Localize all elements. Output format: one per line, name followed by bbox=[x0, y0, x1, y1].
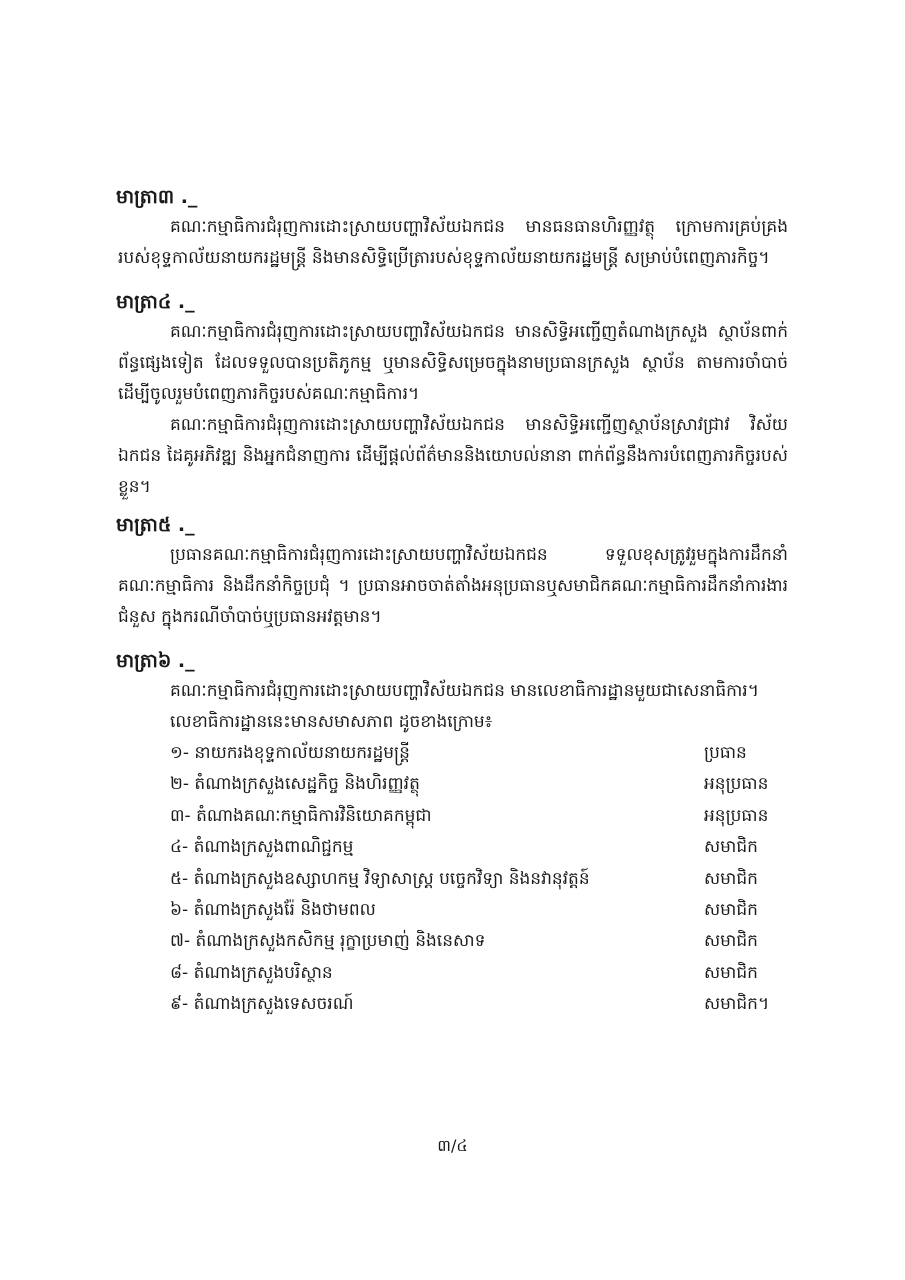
article-5-heading: មាត្រា៥ ._ bbox=[116, 514, 195, 536]
list-item bbox=[170, 769, 790, 800]
member-label: ៨- តំណាងក្រសួងបរិស្ថាន bbox=[170, 962, 333, 983]
member-role: សមាជិក bbox=[704, 868, 758, 889]
article-3-paragraph-1: គណៈកម្មាធិការជំរុញការដោះស្រាយបញ្ហាវិស័យឯកជន មានធនធានហិរញ្ញវត្ថុ ក្រោមការគ្រប់គ្រងរបស់ខុទ្ទកាល័យនាយករដ្ឋមន្ត្រី និងមានសិទ្ធិប្រើត្រារបស់ខុទ្ទកាល័យនាយករដ្ឋមន្ត្រី សម្រាប់បំពេញភារកិច្ច។ bbox=[118, 217, 788, 268]
article-6 bbox=[118, 646, 788, 738]
member-list bbox=[170, 738, 790, 1021]
article-3 bbox=[118, 182, 788, 274]
list-item bbox=[170, 926, 790, 957]
member-role: សមាជិក bbox=[704, 837, 758, 858]
page-number: ៣/៤ bbox=[437, 1136, 468, 1155]
member-role: សមាជិក bbox=[704, 899, 758, 920]
member-role: អនុប្រធាន bbox=[704, 805, 769, 826]
member-label: ៥- តំណាងក្រសួងឧស្សាហកម្ម វិទ្យាសាស្ត្រ បច្ចេកវិទ្យា និងនវានុវត្តន៍ bbox=[170, 868, 590, 889]
article-3-heading: មាត្រា៣ ._ bbox=[116, 186, 198, 208]
member-label: ៦- តំណាងក្រសួងរ៉ែ និងថាមពល bbox=[170, 899, 376, 920]
list-item bbox=[170, 738, 790, 769]
article-4-heading: មាត្រា៤ ._ bbox=[116, 291, 195, 313]
article-6-heading: មាត្រា៦ ._ bbox=[116, 650, 195, 672]
article-6-paragraph-1: គណៈកម្មាធិការជំរុញការដោះស្រាយបញ្ហាវិស័យឯកជន មានលេខាធិការដ្ឋានមួយជាសេនាធិការ។ bbox=[170, 681, 759, 701]
list-item bbox=[170, 958, 790, 989]
member-label: ៩- តំណាងក្រសួងទេសចរណ៍ bbox=[170, 994, 354, 1015]
member-role: អនុប្រធាន bbox=[704, 774, 769, 795]
member-label: ៧- តំណាងក្រសួងកសិកម្ម រុក្ខាប្រមាញ់ និងនេសាទ bbox=[170, 931, 486, 952]
member-role: សមាជិក។ bbox=[704, 994, 770, 1015]
member-label: ៣- តំណាងគណៈកម្មាធិការវិនិយោគកម្ពុជា bbox=[170, 805, 432, 826]
article-4-paragraph-1: គណៈកម្មាធិការជំរុញការដោះស្រាយបញ្ហាវិស័យឯកជន មានសិទ្ធិអញ្ជើញតំណាងក្រសួង ស្ថាប័នពាក់ព័ន្ធផ្សេងទៀត ដែលទទួលបានប្រតិភូកម្ម ឬមានសិទ្ធិសម្រេចក្នុងនាមប្រធានក្រសួង ស្ថាប័ន តាមការចាំបាច់ ដើម្បីចូលរួមបំពេញភារកិច្ចរបស់គណៈកម្មាធិការ។ bbox=[118, 322, 788, 404]
list-item bbox=[170, 895, 790, 926]
article-5 bbox=[118, 510, 788, 633]
list-item bbox=[170, 801, 790, 832]
list-item bbox=[170, 864, 790, 895]
article-4-paragraph-2: គណៈកម្មាធិការជំរុញការដោះស្រាយបញ្ហាវិស័យឯកជន មានសិទ្ធិអញ្ជើញស្ថាប័នស្រាវជ្រាវ វិស័យឯកជន ដៃគូអភិវឌ្ឍ និងអ្នកជំនាញការ ដើម្បីផ្តល់ព័ត៌មាននិងយោបល់នានា ពាក់ព័ន្ធនឹងការបំពេញភារកិច្ចរបស់ខ្លួន។ bbox=[118, 415, 788, 497]
article-6-paragraph-2: លេខាធិការដ្ឋាននេះមានសមាសភាព ដូចខាងក្រោម៖ bbox=[170, 712, 493, 732]
list-item bbox=[170, 989, 790, 1020]
member-label: ៤- តំណាងក្រសួងពាណិជ្ជកម្ម bbox=[170, 837, 354, 858]
member-label: ២- តំណាងក្រសួងសេដ្ឋកិច្ច និងហិរញ្ញវត្ថុ bbox=[170, 774, 420, 795]
member-label: ១- នាយករងខុទ្ទកាល័យនាយករដ្ឋមន្ត្រី bbox=[170, 743, 410, 763]
member-role: សមាជិក bbox=[704, 962, 758, 983]
article-5-paragraph-1: ប្រធានគណៈកម្មាធិការជំរុញការដោះស្រាយបញ្ហាវិស័យឯកជន ទទួលខុសត្រូវរួមក្នុងការដឹកនាំគណៈកម្មាធិការ និងដឹកនាំកិច្ចប្រជុំ ។ ប្រធានអាចចាត់តាំងអនុប្រធានឬសមាជិកគណៈកម្មាធិការដឹកនាំការងារជំនួស ក្នុងករណីចាំបាច់ឬប្រធានអវត្តមាន។ bbox=[118, 545, 788, 627]
member-role: សមាជិក bbox=[704, 931, 758, 952]
list-item bbox=[170, 832, 790, 863]
member-role: ប្រធាន bbox=[704, 743, 747, 763]
article-4 bbox=[118, 287, 788, 503]
